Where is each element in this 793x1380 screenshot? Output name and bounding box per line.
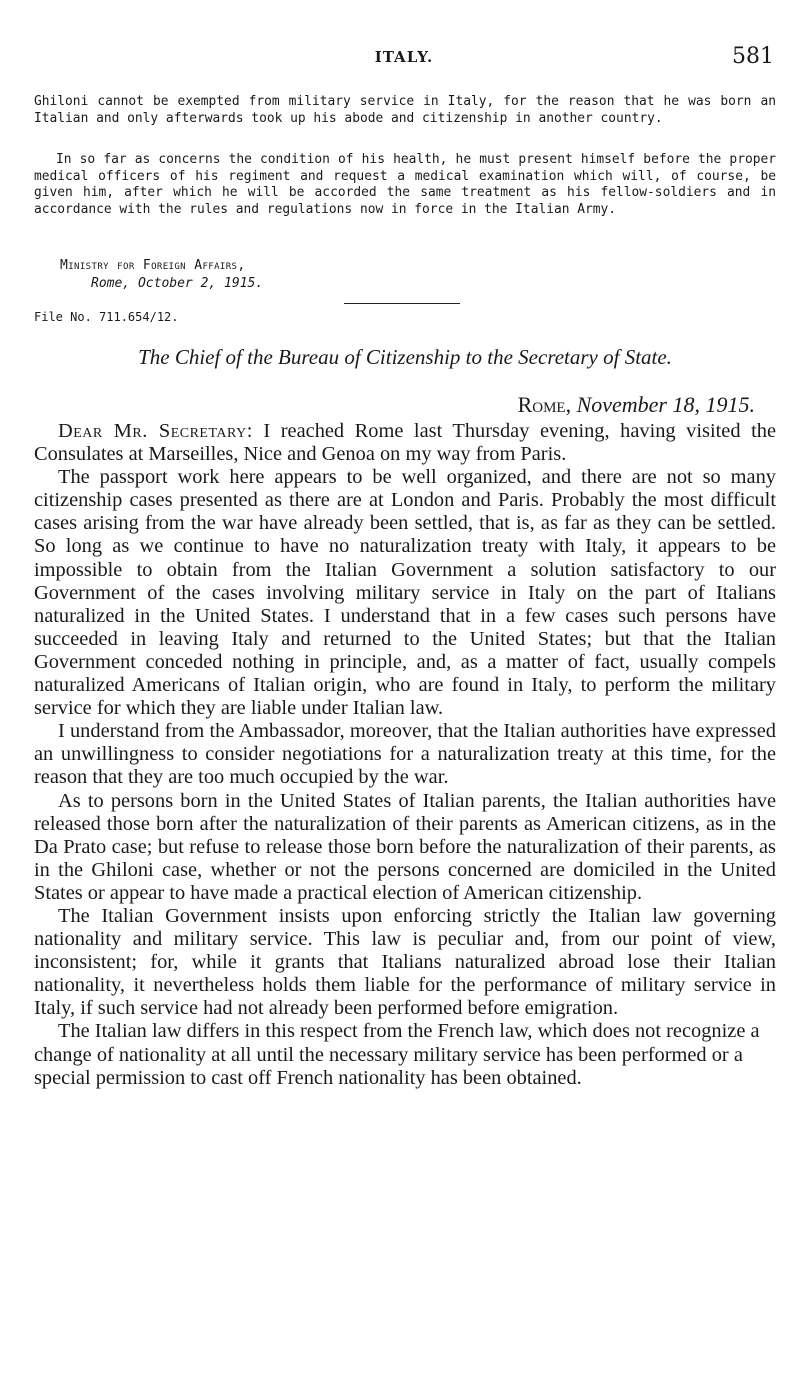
signature-organization: Ministry for Foreign Affairs, <box>60 258 246 273</box>
body-paragraph <box>34 420 776 466</box>
signature-block <box>60 257 263 293</box>
previous-letter-paragraph <box>34 94 776 127</box>
running-title: ITALY. <box>374 48 434 66</box>
body-paragraph: The passport work here appears to be well organized, and there are not so many citizenship cases presented as there are at London and Paris. Probably the most difficult cases arising from the war have already been settled, that is, as far as they can be settled. So long as we continue to have no naturalization treaty with Italy, it appears to be impossible to obtain from the Italian Government a solution satisfactory to our Government of the cases involving military service in Italy on the part of Italians naturalized in the United States. I understand that in a few cases such persons have succeeded in leaving Italy and returned to the United States; but that the Italian Government conceded nothing in principle, and, as a matter of fact, usually compels naturalized Americans of Italian origin, who are found in Italy, to perform the military service for which they are liable under Italian law. <box>34 466 776 720</box>
salutation: Dear Mr. Secretary: <box>58 420 253 442</box>
file-number: File No. 711.654/12. <box>34 310 179 324</box>
dateline-place: Rome, <box>517 392 572 417</box>
health-text: In so far as concerns the condition of his health, he must present himself before the proper medical officers of his regiment and request a medical examination which will, of course, be given him, after which he will be accorded the same treatment as his fellow-soldiers and in accordance with the rules and regulations now in force in the Italian Army. <box>34 152 776 217</box>
health-paragraph <box>34 152 776 218</box>
body-paragraph: The Italian Government insists upon enforcing strictly the Italian law governing nationality and military service. This law is peculiar and, from our point of view, inconsistent; for, while it grants that Italians naturalized abroad lose their Italian nationality, it nevertheless holds them liable for the performance of military service in Italy, if such service had not already been performed before emigration. <box>34 904 776 1020</box>
page-number: 581 <box>732 44 774 69</box>
section-divider <box>344 303 460 304</box>
dateline-date: November 18, 1915. <box>576 392 755 417</box>
body-paragraph-text: I reached Rome last Thursday evening, having visited the Consulates at Marseilles, Nice and Genoa on my way from Paris. <box>34 420 776 466</box>
previous-letter-text: Ghiloni cannot be exempted from military service in Italy, for the reason that he was born an Italian and only afterwards took up his abode and citizenship in another country. <box>34 94 776 126</box>
running-head <box>34 44 774 74</box>
dateline <box>518 392 755 418</box>
letter-body <box>34 420 776 1090</box>
signature-place-date: Rome, October 2, 1915. <box>91 276 264 291</box>
body-paragraph: I understand from the Ambassador, moreover, that the Italian authorities have expressed an unwillingness to consider negotiations for a naturalization treaty at this time, for the reason that they are too much occupied by the war. <box>34 720 776 789</box>
body-paragraph: The Italian law differs in this respect from the French law, which does not recognize a change of nationality at all until the necessary military service has been performed or a special permission to cast off French nationality has been obtained. <box>34 1020 760 1089</box>
letter-heading: The Chief of the Bureau of Citizenship to the Secretary of State. <box>138 345 672 369</box>
body-paragraph: As to persons born in the United States of Italian parents, the Italian authorities have released those born after the naturalization of their parents as American citizens, as in the Da Prato case; but refuse to release those born before the naturalization of their parents, as in the Ghiloni case, whether or not the persons concerned are domiciled in the United States or appear to have made a practical election of American citizenship. <box>34 789 776 904</box>
